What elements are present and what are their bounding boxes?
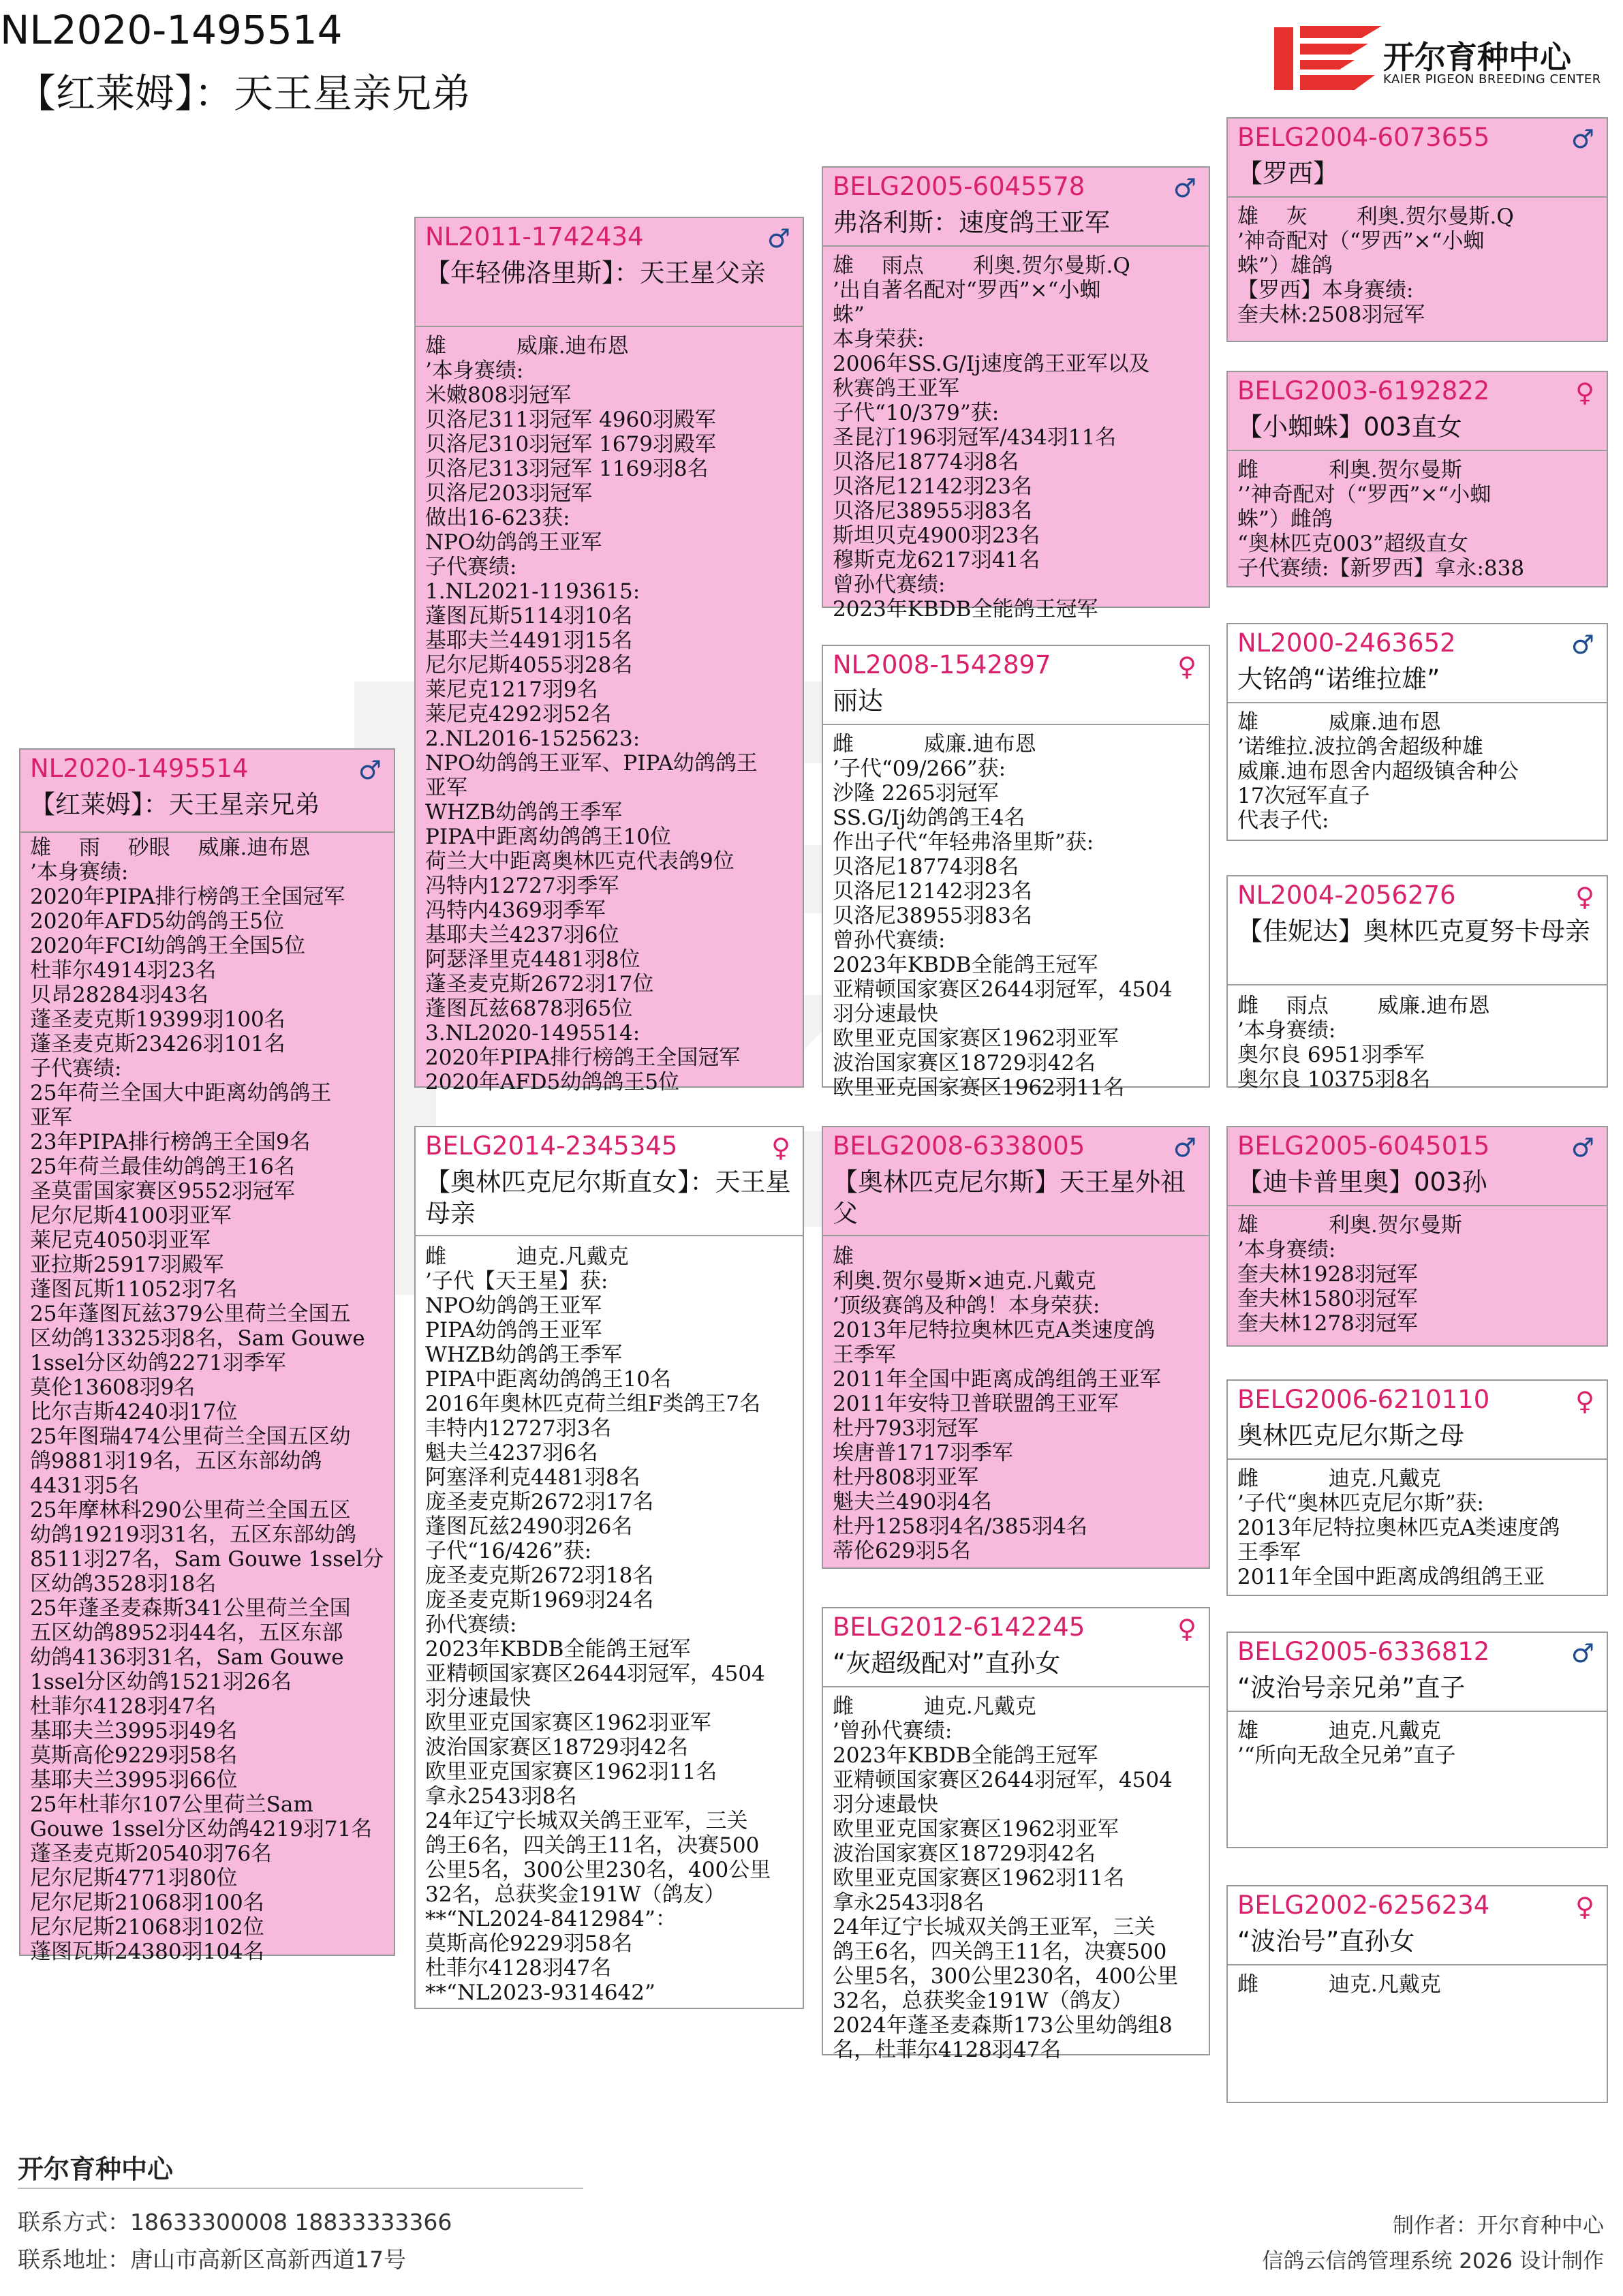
info-line: 阿瑟泽里克4481羽8位 xyxy=(425,947,640,972)
card-info xyxy=(1237,458,1601,581)
info-line: 8511羽27名，Sam Gouwe 1ssel分 xyxy=(30,1547,384,1572)
card-info xyxy=(425,1244,797,2005)
info-line: 亚军 xyxy=(425,776,467,800)
info-line: 蓬图瓦兹6878羽65位 xyxy=(425,996,633,1021)
ring-number: BELG2012-6142245 xyxy=(833,1612,1085,1642)
ring-number: BELG2014-2345345 xyxy=(425,1131,678,1161)
info-line: 雌 迪克.凡戴克 xyxy=(1237,1972,1441,1997)
ring-number: NL2011-1742434 xyxy=(425,222,644,251)
info-line: 莫斯高伦9229羽58名 xyxy=(30,1743,238,1768)
female-icon: ♀ xyxy=(1177,652,1196,682)
female-icon: ♀ xyxy=(1575,1386,1594,1416)
info-line: 雄 威廉.迪布恩 xyxy=(1237,710,1441,735)
info-line: 幼鸽4136羽31名，Sam Gouwe xyxy=(30,1645,344,1670)
info-line: 莫斯高伦9229羽58名 xyxy=(425,1931,633,1956)
info-line: 蓬圣麦克斯2672羽17位 xyxy=(425,972,654,996)
info-line: 贝洛尼313羽冠军 1169羽8名 xyxy=(425,457,709,481)
info-line: 埃唐普1717羽季军 xyxy=(833,1441,1013,1465)
card-info xyxy=(1237,1719,1601,1768)
info-line: 米嫩808羽冠军 xyxy=(425,383,572,408)
info-line: WHZB幼鸽鸽王季军 xyxy=(425,800,623,825)
info-line: 2013年尼特拉奥林匹克A类速度鸽 xyxy=(1237,1516,1560,1540)
pedigree-card-dam xyxy=(414,1126,804,2009)
info-line: “奥林匹克003”超级直女 xyxy=(1237,532,1468,556)
info-line: 五区幼鸽8952羽44名，五区东部 xyxy=(30,1621,343,1645)
ring-number: NL2020-1495514 xyxy=(30,754,249,783)
info-line: 庞圣麦克斯2672羽18名 xyxy=(425,1563,654,1588)
info-line: 24年辽宁长城双关鸽王亚军，三关 xyxy=(833,1915,1156,1940)
info-line: 2020年AFD5幼鸽鸽王5位 xyxy=(425,1070,680,1095)
card-info xyxy=(1237,1213,1601,1336)
page-pigeon-name: 【红莱姆】：天王星亲兄弟 xyxy=(16,70,472,117)
info-line: Gouwe 1ssel分区幼鸽4219羽71名 xyxy=(30,1817,373,1841)
info-line: 2006年SS.G/Ij速度鸽王亚军以及 xyxy=(833,352,1150,376)
card-divider xyxy=(1228,1205,1607,1206)
ring-number: NL2000-2463652 xyxy=(1237,628,1456,658)
info-line: 贝洛尼38955羽83名 xyxy=(833,499,1033,523)
info-line: 欧里亚克国家赛区1962羽亚军 xyxy=(425,1711,711,1735)
info-line: 莱尼克4292羽52名 xyxy=(425,702,612,726)
info-line: 本身荣获: xyxy=(833,327,925,352)
info-line: 雄 雨 砂眼 威廉.迪布恩 xyxy=(30,836,311,860)
pedigree-card-dam-sire xyxy=(822,1126,1210,1569)
info-line: SS.G/Ij幼鸽鸽王4名 xyxy=(833,806,1025,830)
logo-title: 开尔育种中心 xyxy=(1383,39,1571,76)
info-line: 贝洛尼12142羽23名 xyxy=(833,474,1033,499)
card-info xyxy=(1237,1467,1601,1589)
info-line: 2020年PIPA排行榜鸽王全国冠军 xyxy=(30,885,345,909)
card-info xyxy=(1237,204,1601,327)
card-divider xyxy=(1228,702,1607,703)
info-line: 欧里亚克国家赛区1962羽亚军 xyxy=(833,1026,1119,1051)
info-line: 亚精顿国家赛区2644羽冠军，4504 xyxy=(425,1662,765,1686)
info-line: 冯特内12727羽季军 xyxy=(425,874,619,898)
info-line: 代表子代: xyxy=(1237,808,1329,833)
info-line: 蓬圣麦克斯20540羽76名 xyxy=(30,1841,273,1866)
info-line: 子代赛绩:【新罗西】拿永:838 xyxy=(1237,556,1525,581)
info-line: NPO幼鸽鸽王亚军 xyxy=(425,1294,602,1318)
info-line: 雄 迪克.凡戴克 xyxy=(1237,1719,1441,1743)
footer-system: 信鸽云信鸽管理系统 2026 设计制作 xyxy=(1262,2249,1604,2274)
info-line: 王季军 xyxy=(833,1343,896,1367)
info-line: 25年荷兰全国大中距离幼鸽鸽王 xyxy=(30,1081,332,1105)
info-line: 庞圣麦克斯2672羽17名 xyxy=(425,1490,654,1514)
info-line: 亚拉斯25917羽殿军 xyxy=(30,1253,224,1277)
card-divider xyxy=(416,326,803,327)
info-line: 荷兰大中距离奥林匹克代表鸽9位 xyxy=(425,849,735,874)
info-line: 尼尔尼斯21068羽102位 xyxy=(30,1915,264,1940)
pigeon-name: 【红莱姆】：天王星亲兄弟 xyxy=(30,790,320,819)
info-line: WHZB幼鸽鸽王季军 xyxy=(425,1343,623,1367)
info-line: ’顶级赛鸽及种鸽！本身荣获: xyxy=(833,1294,1100,1318)
info-line: 蓬图瓦斯24380羽104名 xyxy=(30,1940,264,1964)
male-icon: ♂ xyxy=(358,755,382,785)
pedigree-card-sds xyxy=(1226,623,1608,841)
info-line: 尼尔尼斯21068羽100名 xyxy=(30,1891,264,1915)
pigeon-name: 【奥林匹克尼尔斯直女】：天王星母亲 xyxy=(425,1167,791,1228)
pedigree-card-self xyxy=(19,748,395,1964)
card-divider xyxy=(1228,450,1607,451)
pigeon-name: 【奥林匹克尼尔斯】天王星外祖父 xyxy=(833,1167,1186,1228)
pigeon-name: “波治号亲兄弟”直子 xyxy=(1237,1673,1466,1702)
pedigree-card-sire-sire xyxy=(822,166,1210,622)
info-line: 2023年KBDB全能鸽王冠军 xyxy=(425,1637,691,1662)
info-line: 25年蓬图瓦兹379公里荷兰全国五 xyxy=(30,1302,351,1326)
pedigree-card-sire xyxy=(414,217,804,1095)
info-line: 圣昆汀196羽冠军/434羽11名 xyxy=(833,425,1117,450)
info-line: 尼尔尼斯4771羽80位 xyxy=(30,1866,238,1891)
pedigree-card-sire-dam xyxy=(822,645,1210,1100)
info-line: 蓬图瓦兹2490羽26名 xyxy=(425,1514,633,1539)
info-line: PIPA幼鸽鸽王亚军 xyxy=(425,1318,602,1343)
info-line: 25年杜菲尔107公里荷兰Sam xyxy=(30,1792,313,1817)
info-line: 杜菲尔4914羽23名 xyxy=(30,958,217,983)
info-line: 拿永2543羽8名 xyxy=(833,1891,985,1915)
info-line: 曾孙代赛绩: xyxy=(833,572,946,597)
card-info xyxy=(1237,1972,1601,1997)
pigeon-name: 奥林匹克尼尔斯之母 xyxy=(1237,1421,1464,1450)
card-info xyxy=(833,732,1203,1100)
ring-number: BELG2008-6338005 xyxy=(833,1131,1085,1161)
male-icon: ♂ xyxy=(1571,1133,1594,1163)
footer-contact: 联系方式：18633300008 18833333366 xyxy=(18,2209,452,2235)
card-info xyxy=(833,254,1203,622)
info-line: 贝洛尼12142羽23名 xyxy=(833,879,1033,904)
info-line: 蛛”）雌鸽 xyxy=(1237,507,1333,532)
footer-title: 开尔育种中心 xyxy=(18,2154,174,2184)
info-line: 欧里亚克国家赛区1962羽11名 xyxy=(833,1075,1125,1100)
info-line: 雌 利奥.贺尔曼斯 xyxy=(1237,458,1462,483)
ring-number: BELG2005-6045578 xyxy=(833,172,1085,201)
card-divider xyxy=(823,1235,1209,1236)
info-line: 斯坦贝克4900羽23名 xyxy=(833,523,1040,548)
info-line: 冯特内4369羽季军 xyxy=(425,898,606,923)
ring-number: BELG2004-6073655 xyxy=(1237,123,1490,152)
info-line: NPO幼鸽鸽王亚军、PIPA幼鸽鸽王 xyxy=(425,751,758,776)
ring-number: BELG2003-6192822 xyxy=(1237,376,1490,405)
info-line: 尼尔尼斯4100羽亚军 xyxy=(30,1204,232,1228)
info-line: 雄 灰 利奥.贺尔曼斯.Q xyxy=(1237,204,1514,229)
pedigree-card-ddd xyxy=(1226,1885,1608,2103)
info-line: 基耶夫兰4237羽6位 xyxy=(425,923,619,947)
info-line: 2024年蓬圣麦森斯173公里幼鸽组8 xyxy=(833,2013,1173,2038)
info-line: 【罗西】本身赛绩: xyxy=(1237,278,1414,303)
info-line: NPO幼鸽鸽王亚军 xyxy=(425,530,602,555)
card-divider xyxy=(20,831,394,833)
pedigree-card-dss xyxy=(1226,1126,1608,1347)
info-line: 贝洛尼18774羽8名 xyxy=(833,855,1019,879)
info-line: 雄 xyxy=(833,1244,854,1269)
logo-subtitle: KAIER PIGEON BREEDING CENTER xyxy=(1383,72,1601,87)
ring-number: NL2004-2056276 xyxy=(1237,881,1456,910)
card-info xyxy=(1237,710,1601,833)
info-line: 莫伦13608羽9名 xyxy=(30,1375,196,1400)
info-line: ’本身赛绩: xyxy=(1237,1018,1336,1043)
info-line: 蓬圣麦克斯23426羽101名 xyxy=(30,1032,285,1056)
info-line: ’’神奇配对（“罗西”×“小蜘 xyxy=(1237,483,1491,507)
card-divider xyxy=(1228,1458,1607,1460)
info-line: 1.NL2021-1193615: xyxy=(425,579,640,604)
info-line: ’本身赛绩: xyxy=(30,860,129,885)
info-line: 奎夫林1928羽冠军 xyxy=(1237,1262,1418,1287)
info-line: 区幼鸽13325羽8名，Sam Gouwe xyxy=(30,1326,365,1351)
info-line: ’子代【天王星】获: xyxy=(425,1269,608,1294)
card-info xyxy=(425,334,797,1095)
info-line: 贝洛尼38955羽83名 xyxy=(833,904,1033,928)
info-line: 杜丹1258羽4名/385羽4名 xyxy=(833,1514,1087,1539)
info-line: 波治国家赛区18729羽42名 xyxy=(833,1051,1096,1075)
pigeon-name: 大铭鸽“诺维拉雄” xyxy=(1237,664,1440,694)
info-line: 4431羽5名 xyxy=(30,1473,140,1498)
info-line: 2020年PIPA排行榜鸽王全国冠军 xyxy=(425,1045,741,1070)
info-line: 羽分速最快 xyxy=(833,1002,938,1026)
pigeon-name: 【罗西】 xyxy=(1237,159,1338,188)
info-line: 波治国家赛区18729羽42名 xyxy=(425,1735,689,1760)
footer-divider xyxy=(18,2188,583,2189)
info-line: 鸽王6名，四关鸽王11名，决赛500 xyxy=(425,1833,760,1858)
info-line: 蒂伦629羽5名 xyxy=(833,1539,971,1563)
male-icon: ♂ xyxy=(1173,173,1196,203)
pedigree-card-dam-dam xyxy=(822,1607,1210,2062)
info-line: 亚精顿国家赛区2644羽冠军，4504 xyxy=(833,977,1173,1002)
info-line: 蛛”）雄鸽 xyxy=(1237,254,1333,278)
pigeon-name: 【迪卡普里奥】003孙 xyxy=(1237,1167,1487,1197)
info-line: 贝洛尼310羽冠军 1679羽殿军 xyxy=(425,432,716,457)
pedigree-card-dsd xyxy=(1226,1379,1608,1596)
info-line: 名，杜菲尔4128羽47名 xyxy=(833,2038,1062,2062)
info-line: 2020年FCI幼鸽鸽王全国5位 xyxy=(30,934,306,958)
info-line: 2011年安特卫普联盟鸽王亚军 xyxy=(833,1392,1119,1416)
info-line: 秋赛鸽王亚军 xyxy=(833,376,959,401)
card-divider xyxy=(823,245,1209,247)
info-line: 王季军 xyxy=(1237,1540,1301,1565)
male-icon: ♂ xyxy=(1571,630,1594,660)
info-line: 奎夫林1580羽冠军 xyxy=(1237,1287,1418,1311)
card-info xyxy=(30,836,388,1964)
info-line: ’诺维拉.波拉鸽舍超级种雄 xyxy=(1237,735,1483,759)
card-info xyxy=(833,1244,1203,1563)
info-line: 羽分速最快 xyxy=(833,1792,938,1817)
pedigree-card-dds xyxy=(1226,1632,1608,1848)
info-line: **“NL2023-9314642” xyxy=(425,1980,655,2005)
ring-number: BELG2002-6256234 xyxy=(1237,1891,1490,1920)
info-line: 雌 迪克.凡戴克 xyxy=(833,1694,1036,1719)
info-line: 利奥.贺尔曼斯×迪克.凡戴克 xyxy=(833,1269,1096,1294)
female-icon: ♀ xyxy=(771,1133,790,1163)
info-line: 2011年全国中距离成鸽组鸽王亚军 xyxy=(833,1367,1161,1392)
card-divider xyxy=(823,1686,1209,1687)
info-line: 2013年尼特拉奥林匹克A类速度鸽 xyxy=(833,1318,1156,1343)
male-icon: ♂ xyxy=(1571,124,1594,154)
female-icon: ♀ xyxy=(1575,378,1594,408)
info-line: 做出16-623获: xyxy=(425,506,570,530)
info-line: 雄 威廉.迪布恩 xyxy=(425,334,629,358)
info-line: 蓬圣麦克斯19399羽100名 xyxy=(30,1007,285,1032)
info-line: 奥尔良 6951羽季军 xyxy=(1237,1043,1425,1067)
info-line: ’出自著名配对“罗西”×“小蜘 xyxy=(833,278,1101,303)
pigeon-name: 【佳妮达】奥林匹克夏努卡母亲 xyxy=(1237,917,1590,946)
info-line: ’神奇配对（“罗西”×“小蜘 xyxy=(1237,229,1485,254)
info-line: 25年图瑞474公里荷兰全国五区幼 xyxy=(30,1424,351,1449)
info-line: 1ssel分区幼鸽1521羽26名 xyxy=(30,1670,292,1694)
info-line: 奎夫林1278羽冠军 xyxy=(1237,1311,1418,1336)
pedigree-card-ssd xyxy=(1226,371,1608,587)
info-line: 2.NL2016-1525623: xyxy=(425,726,640,751)
female-icon: ♀ xyxy=(1575,1892,1594,1922)
info-line: 魁夫兰4237羽6名 xyxy=(425,1441,598,1465)
info-line: 莱尼克1217羽9名 xyxy=(425,677,598,702)
male-icon: ♂ xyxy=(767,224,790,254)
info-line: 23年PIPA排行榜鸽王全国9名 xyxy=(30,1130,311,1154)
info-line: 鸽王6名，四关鸽王11名，决赛500 xyxy=(833,1940,1167,1964)
info-line: 曾孙代赛绩: xyxy=(833,928,946,953)
info-line: 2023年KBDB全能鸽王冠军 xyxy=(833,1743,1098,1768)
info-line: 2016年奥林匹克荷兰组F类鸽王7名 xyxy=(425,1392,761,1416)
footer-maker: 制作者：开尔育种中心 xyxy=(1393,2214,1604,2238)
info-line: 拿永2543羽8名 xyxy=(425,1784,577,1809)
info-line: 鸽9881羽19名，五区东部幼鸽 xyxy=(30,1449,322,1473)
info-line: ’本身赛绩: xyxy=(425,358,524,383)
pigeon-name: 弗洛利斯：速度鸽王亚军 xyxy=(833,208,1110,237)
info-line: 杜菲尔4128羽47名 xyxy=(425,1956,612,1980)
info-line: 威廉.迪布恩舍内超级镇舍种公 xyxy=(1237,759,1519,784)
info-line: 32名，总获奖金191W（鸽友） xyxy=(425,1882,726,1907)
info-line: 比尔吉斯4240羽17位 xyxy=(30,1400,238,1424)
female-icon: ♀ xyxy=(1575,882,1594,912)
info-line: 杜丹793羽冠军 xyxy=(833,1416,979,1441)
footer-address: 联系地址：唐山市高新区高新西道17号 xyxy=(18,2246,406,2273)
info-line: 波治国家赛区18729羽42名 xyxy=(833,1841,1096,1866)
info-line: 欧里亚克国家赛区1962羽11名 xyxy=(833,1866,1125,1891)
info-line: 基耶夫兰3995羽49名 xyxy=(30,1719,238,1743)
info-line: 24年辽宁长城双关鸽王亚军，三关 xyxy=(425,1809,748,1833)
info-line: 2023年KBDB全能鸽王冠军 xyxy=(833,953,1098,977)
male-icon: ♂ xyxy=(1571,1638,1594,1668)
info-line: 雄 雨点 利奥.贺尔曼斯.Q xyxy=(833,254,1130,278)
pigeon-name: 【小蜘蛛】003直女 xyxy=(1237,412,1462,442)
info-line: 魁夫兰490羽4名 xyxy=(833,1490,992,1514)
info-line: 32名，总获奖金191W（鸽友） xyxy=(833,1989,1133,2013)
pigeon-name: 丽达 xyxy=(833,686,883,716)
info-line: 尼尔尼斯4055羽28名 xyxy=(425,653,633,677)
info-line: 杜丹808羽亚军 xyxy=(833,1465,979,1490)
info-line: 子代“16/426”获: xyxy=(425,1539,592,1563)
info-line: 基耶夫兰4491羽15名 xyxy=(425,628,633,653)
pigeon-name: “灰超级配对”直孙女 xyxy=(833,1649,1061,1678)
info-line: 贝昂28284羽43名 xyxy=(30,983,209,1007)
info-line: 公里5名，300公里230名，400公里 xyxy=(425,1858,771,1882)
card-divider xyxy=(1228,1711,1607,1712)
info-line: 雌 雨点 威廉.迪布恩 xyxy=(1237,994,1490,1018)
info-line: 子代赛绩: xyxy=(425,555,517,579)
info-line: 幼鸽19219羽31名，五区东部幼鸽 xyxy=(30,1522,357,1547)
info-line: ’曾孙代赛绩: xyxy=(833,1719,953,1743)
ring-number: BELG2005-6045015 xyxy=(1237,1131,1490,1161)
page-ring-number: NL2020-1495514 xyxy=(0,7,343,53)
info-line: 沙隆 2265羽冠军 xyxy=(833,781,999,806)
info-line: PIPA中距离幼鸽鸽王10名 xyxy=(425,1367,671,1392)
card-divider xyxy=(1228,196,1607,198)
pedigree-card-sdd xyxy=(1226,875,1608,1092)
info-line: 公里5名，300公里230名，400公里 xyxy=(833,1964,1179,1989)
info-line: 奎夫林:2508羽冠军 xyxy=(1237,303,1425,327)
info-line: PIPA中距离幼鸽鸽王10位 xyxy=(425,825,671,849)
info-line: 莱尼克4050羽亚军 xyxy=(30,1228,211,1253)
info-line: 2011年全国中距离成鸽组鸽王亚 xyxy=(1237,1565,1545,1589)
info-line: 17次冠军直子 xyxy=(1237,784,1370,808)
pigeon-name: 【年轻佛洛里斯】：天王星父亲 xyxy=(425,258,766,288)
pigeon-name: “波治号”直孙女 xyxy=(1237,1927,1415,1956)
card-divider xyxy=(1228,1964,1607,1965)
info-line: 亚军 xyxy=(30,1105,72,1130)
info-line: 圣莫雷国家赛区9552羽冠军 xyxy=(30,1179,295,1204)
info-line: 丰特内12727羽3名 xyxy=(425,1416,612,1441)
info-line: 雌 迪克.凡戴克 xyxy=(1237,1467,1441,1491)
info-line: 子代赛绩: xyxy=(30,1056,122,1081)
info-line: 贝洛尼18774羽8名 xyxy=(833,450,1019,474)
ring-number: BELG2006-6210110 xyxy=(1237,1385,1490,1414)
info-line: 阿塞泽利克4481羽8名 xyxy=(425,1465,640,1490)
info-line: 蛛” xyxy=(833,303,865,327)
info-line: 2020年AFD5幼鸽鸽王5位 xyxy=(30,909,285,934)
ring-number: BELG2005-6336812 xyxy=(1237,1637,1490,1666)
info-line: 羽分速最快 xyxy=(425,1686,531,1711)
info-line: 穆斯克龙6217羽41名 xyxy=(833,548,1040,572)
info-line: ’“所向无敌全兄弟”直子 xyxy=(1237,1743,1456,1768)
female-icon: ♀ xyxy=(1177,1614,1196,1644)
info-line: 杜菲尔4128羽47名 xyxy=(30,1694,217,1719)
info-line: 区幼鸽3528羽18名 xyxy=(30,1572,217,1596)
info-line: 蓬图瓦斯5114羽10名 xyxy=(425,604,633,628)
info-line: 3.NL2020-1495514: xyxy=(425,1021,640,1045)
ring-number: NL2008-1542897 xyxy=(833,650,1051,679)
info-line: 亚精顿国家赛区2644羽冠军，4504 xyxy=(833,1768,1173,1792)
info-line: 25年蓬圣麦森斯341公里荷兰全国 xyxy=(30,1596,351,1621)
info-line: ’本身赛绩: xyxy=(1237,1238,1336,1262)
info-line: **“NL2024-8412984”： xyxy=(425,1907,677,1931)
info-line: 贝洛尼311羽冠军 4960羽殿军 xyxy=(425,408,716,432)
pedigree-card-sss xyxy=(1226,117,1608,342)
info-line: 欧里亚克国家赛区1962羽亚军 xyxy=(833,1817,1119,1841)
info-line: ’子代“09/266”获: xyxy=(833,756,1006,781)
info-line: 基耶夫兰3995羽66位 xyxy=(30,1768,238,1792)
info-line: 雄 利奥.贺尔曼斯 xyxy=(1237,1213,1462,1238)
info-line: 孙代赛绩: xyxy=(425,1612,517,1637)
info-line: 25年摩林科290公里荷兰全国五区 xyxy=(30,1498,351,1522)
info-line: 子代“10/379”获: xyxy=(833,401,1000,425)
card-info xyxy=(833,1694,1203,2062)
info-line: 雌 迪克.凡戴克 xyxy=(425,1244,629,1269)
card-divider xyxy=(823,724,1209,725)
info-line: 作出子代“年轻弗洛里斯”获: xyxy=(833,830,1094,855)
info-line: 25年荷兰最佳幼鸽鸽王16名 xyxy=(30,1154,295,1179)
info-line: 2023年KBDB全能鸽王冠军 xyxy=(833,597,1098,622)
info-line: 欧里亚克国家赛区1962羽11名 xyxy=(425,1760,717,1784)
info-line: 奥尔良 10375羽8名 xyxy=(1237,1067,1431,1092)
info-line: 贝洛尼203羽冠军 xyxy=(425,481,593,506)
info-line: 蓬图瓦斯11052羽7名 xyxy=(30,1277,238,1302)
info-line: 1ssel分区幼鸽2271羽季军 xyxy=(30,1351,286,1375)
card-divider xyxy=(416,1235,803,1236)
card-divider xyxy=(1228,984,1607,985)
male-icon: ♂ xyxy=(1173,1133,1196,1163)
info-line: 雌 威廉.迪布恩 xyxy=(833,732,1036,756)
card-info xyxy=(1237,994,1601,1092)
info-line: ’子代“奥林匹克尼尔斯”获: xyxy=(1237,1491,1484,1516)
info-line: 庞圣麦克斯1969羽24名 xyxy=(425,1588,654,1612)
